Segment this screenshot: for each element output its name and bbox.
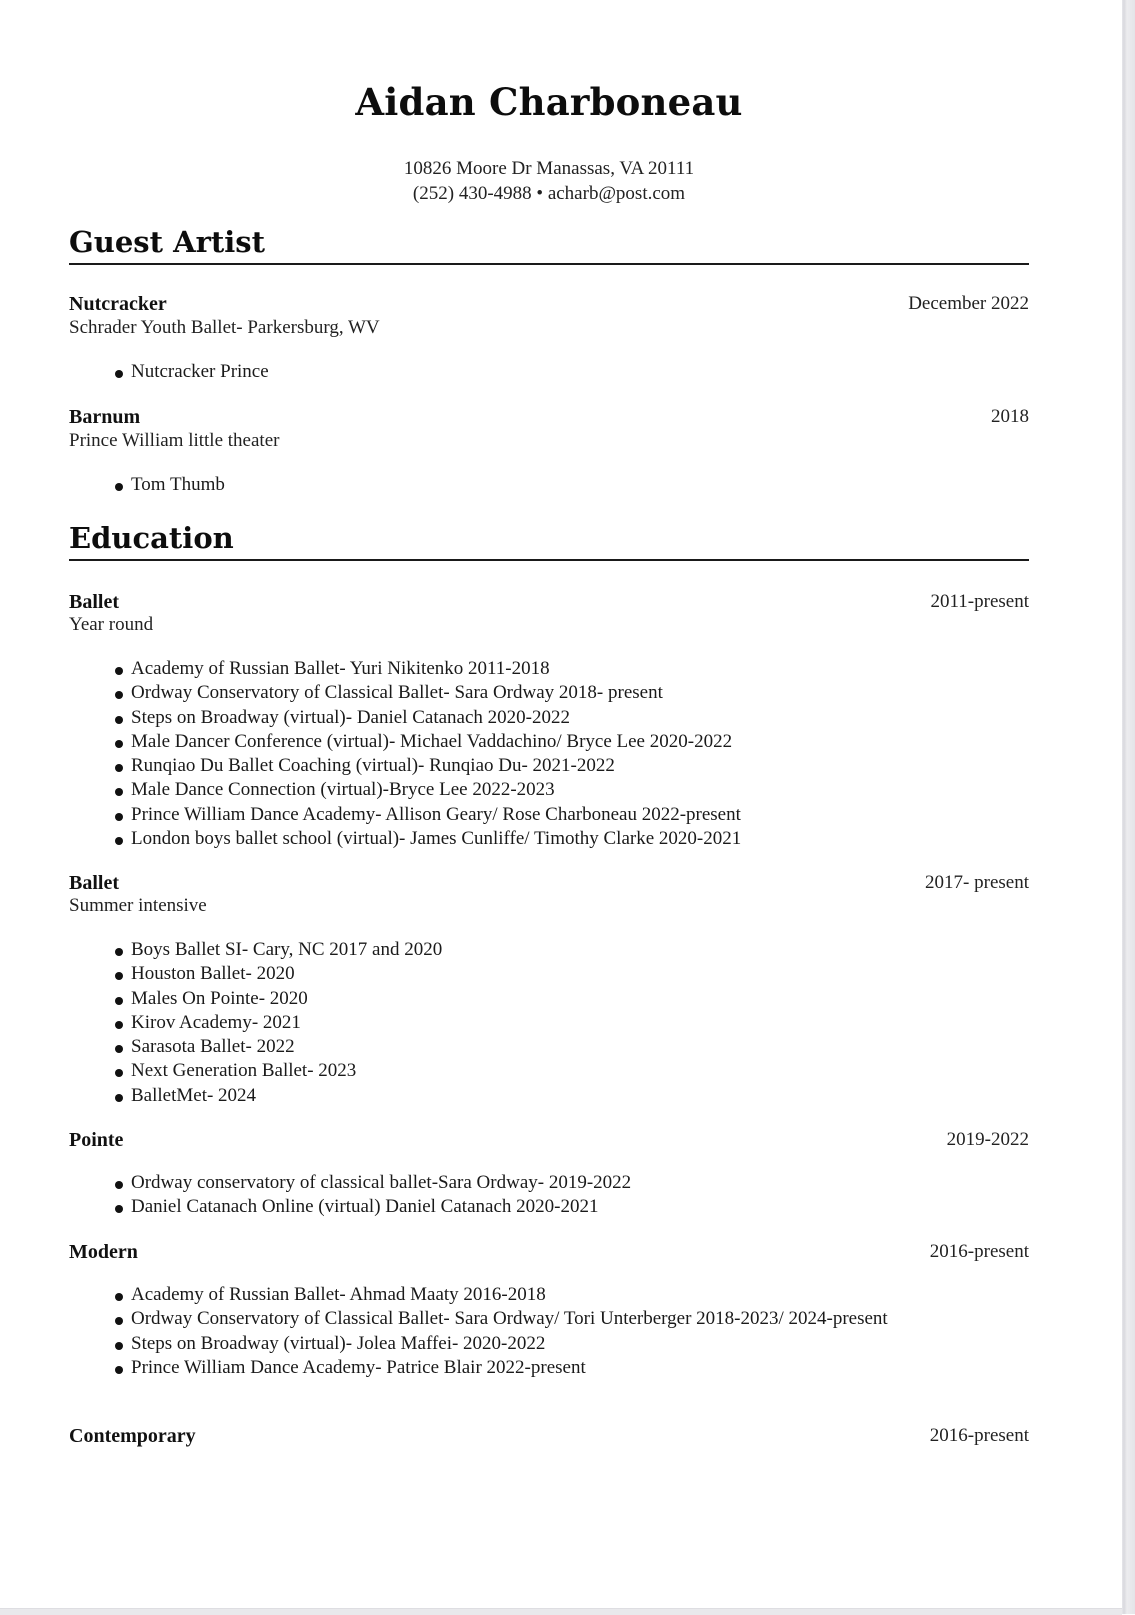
entry-date: 2016-present	[929, 1241, 1029, 1262]
bullet-icon	[115, 813, 123, 821]
list-item: Runqiao Du Ballet Coaching (virtual)- Runqiao Du- 2021-2022	[115, 754, 995, 778]
bullet-icon	[115, 1094, 123, 1102]
list-item: Sarasota Ballet- 2022	[115, 1035, 995, 1059]
list-item: Academy of Russian Ballet- Yuri Nikitenko 2011-2018	[115, 657, 995, 681]
entry-ballet-year-round	[69, 590, 1029, 614]
bullet-icon	[115, 370, 123, 378]
list-item: Academy of Russian Ballet- Ahmad Maaty 2016-2018	[115, 1283, 955, 1307]
bullet-list	[115, 360, 995, 384]
entry-title: Ballet	[69, 872, 119, 894]
list-item: Kirov Academy- 2021	[115, 1011, 995, 1035]
bullet-icon	[115, 483, 123, 491]
bullet-icon	[115, 1205, 123, 1213]
bullet-list	[115, 1283, 955, 1380]
section-title-education: Education	[69, 520, 1029, 561]
entry-title: Nutcracker	[69, 293, 167, 315]
list-item: Ordway conservatory of classical ballet-Sara Ordway- 2019-2022	[115, 1171, 995, 1195]
bullet-icon	[115, 1069, 123, 1077]
bullet-icon	[115, 1342, 123, 1350]
contact-block	[69, 156, 1029, 206]
entry-pointe	[69, 1128, 1029, 1152]
bullet-icon	[115, 667, 123, 675]
bullet-icon	[115, 1181, 123, 1189]
entry-title: Ballet	[69, 591, 119, 613]
list-item: Next Generation Ballet- 2023	[115, 1059, 995, 1083]
entry-date: 2011-present	[930, 591, 1029, 612]
section-title-guest-artist: Guest Artist	[69, 224, 1029, 265]
bullet-list	[115, 657, 995, 851]
entry-subtitle: Schrader Youth Ballet- Parkersburg, WV	[69, 317, 380, 338]
list-item: Prince William Dance Academy- Patrice Blair 2022-present	[115, 1356, 955, 1380]
bullet-icon	[115, 972, 123, 980]
phone: (252) 430-4988	[412, 183, 532, 204]
entry-date: 2017- present	[925, 872, 1029, 893]
list-item: London boys ballet school (virtual)- James Cunliffe/ Timothy Clarke 2020-2021	[115, 827, 995, 851]
entry-title: Contemporary	[69, 1425, 196, 1447]
entry-modern	[69, 1240, 1029, 1264]
list-item: Ordway Conservatory of Classical Ballet- Sara Ordway/ Tori Unterberger 2018-2023/ 2024-present	[115, 1307, 955, 1331]
entry-title: Barnum	[69, 406, 141, 428]
bullet-icon	[115, 716, 123, 724]
list-item: Nutcracker Prince	[115, 360, 995, 384]
list-item: Males On Pointe- 2020	[115, 987, 995, 1011]
entry-nutcracker	[69, 292, 1029, 316]
bullet-icon	[115, 948, 123, 956]
bullet-icon	[115, 691, 123, 699]
bullet-icon	[115, 1317, 123, 1325]
entry-barnum	[69, 405, 1029, 429]
list-item: Ordway Conservatory of Classical Ballet- Sara Ordway 2018- present	[115, 681, 995, 705]
bullet-icon	[115, 997, 123, 1005]
bullet-icon	[115, 788, 123, 796]
bullet-icon	[115, 740, 123, 748]
list-item: Daniel Catanach Online (virtual) Daniel Catanach 2020-2021	[115, 1195, 995, 1219]
bullet-list	[115, 473, 995, 497]
entry-subtitle: Year round	[69, 614, 154, 635]
entry-contemporary	[69, 1424, 1029, 1448]
list-item: Steps on Broadway (virtual)- Jolea Maffei- 2020-2022	[115, 1332, 955, 1356]
entry-title: Modern	[69, 1241, 138, 1263]
bullet-icon	[115, 1293, 123, 1301]
bullet-icon	[115, 837, 123, 845]
list-item: Male Dance Connection (virtual)-Bryce Lee 2022-2023	[115, 778, 995, 802]
list-item: BalletMet- 2024	[115, 1084, 995, 1108]
bullet-list	[115, 938, 995, 1108]
bullet-icon	[115, 1021, 123, 1029]
list-item: Steps on Broadway (virtual)- Daniel Catanach 2020-2022	[115, 706, 995, 730]
candidate-name: Aidan Charboneau	[355, 80, 743, 124]
list-item: Male Dancer Conference (virtual)- Michael Vaddachino/ Bryce Lee 2020-2022	[115, 730, 995, 754]
entry-title: Pointe	[69, 1129, 124, 1151]
bullet-icon	[115, 1045, 123, 1053]
separator-dot: •	[536, 183, 544, 204]
phone-email-line	[69, 181, 1029, 206]
list-item: Prince William Dance Academy- Allison Geary/ Rose Charboneau 2022-present	[115, 803, 995, 827]
list-item: Boys Ballet SI- Cary, NC 2017 and 2020	[115, 938, 995, 962]
list-item: Houston Ballet- 2020	[115, 962, 995, 986]
bullet-list	[115, 1171, 995, 1220]
entry-date: December 2022	[908, 293, 1029, 314]
list-item: Tom Thumb	[115, 473, 995, 497]
bullet-icon	[115, 1366, 123, 1374]
entry-date: 2018	[991, 406, 1029, 427]
entry-subtitle: Summer intensive	[69, 895, 207, 916]
address: 10826 Moore Dr Manassas, VA 20111	[403, 158, 695, 179]
entry-date: 2016-present	[929, 1425, 1029, 1446]
bullet-icon	[115, 764, 123, 772]
vertical-scrollbar-track[interactable]	[1122, 0, 1135, 1614]
entry-date: 2019-2022	[946, 1129, 1029, 1150]
email-link[interactable]: acharb@post.com	[547, 183, 686, 204]
entry-ballet-summer-intensive	[69, 871, 1029, 895]
entry-subtitle: Prince William little theater	[69, 430, 280, 451]
